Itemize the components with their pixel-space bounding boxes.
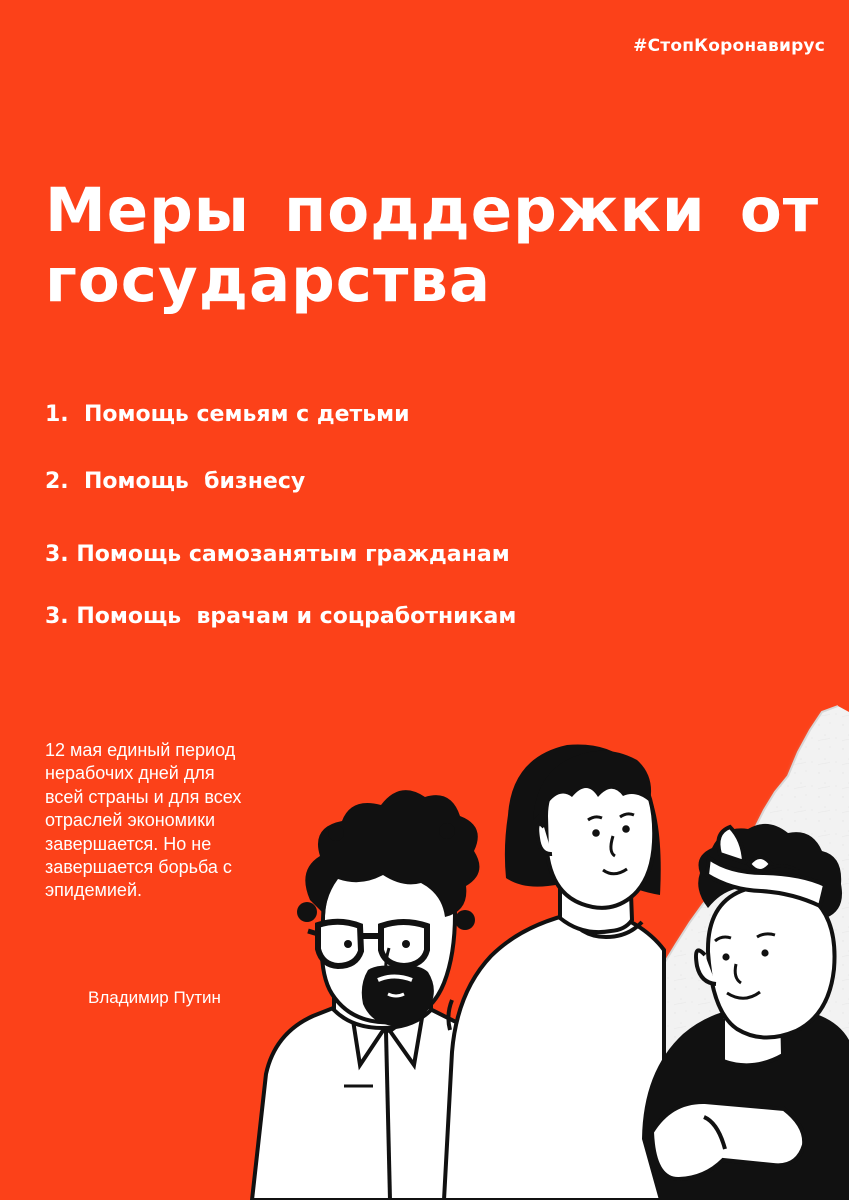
quote-author: Владимир Путин — [88, 988, 221, 1007]
measure-item: 2. Помощь бизнесу — [45, 469, 306, 494]
measure-item: 3. Помощь самозанятым гражданам — [45, 542, 510, 567]
measure-item: 3. Помощь врачам и соцработникам — [45, 604, 517, 629]
man-with-glasses-icon — [252, 790, 511, 1200]
girl-with-bandana-icon — [642, 824, 849, 1200]
measure-item: 1. Помощь семьям с детьми — [45, 402, 410, 427]
quote-text: 12 мая единый период нерабочих дней для всей страны и для всех отраслей экономики завершается. Но не завершается борьба с эпидемией. — [45, 740, 242, 901]
hashtag: #СтопКоронавирус — [633, 36, 825, 56]
woman-with-bangs-icon — [444, 745, 664, 1200]
page-title: Меры поддержки от государства — [45, 175, 820, 317]
